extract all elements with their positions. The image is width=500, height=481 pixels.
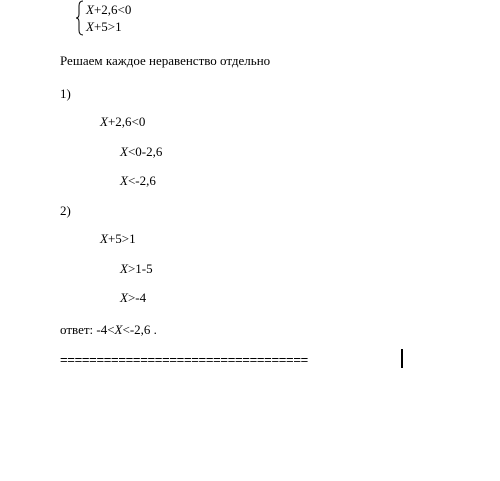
variable-x: X	[120, 144, 128, 159]
part1-step-2: X<0-2,6	[120, 144, 163, 159]
text-cursor	[401, 349, 403, 368]
variable-x: X	[100, 114, 108, 129]
variable-x: X	[100, 231, 108, 246]
system-equation-2: X+5>1	[86, 19, 122, 34]
variable-x: X	[114, 322, 123, 337]
part1-step-3: X<-2,6	[120, 173, 156, 188]
part2-label: 2)	[60, 203, 71, 218]
system-equation-1: X+2,6<0	[86, 2, 132, 17]
variable-x: X	[120, 173, 128, 188]
part2-step-2: X>1-5	[120, 261, 153, 276]
part2-step-3: X>-4	[120, 290, 147, 305]
part1-label: 1)	[60, 86, 71, 101]
variable-x: X	[120, 290, 128, 305]
part1-step-1: X+2,6<0	[100, 114, 146, 129]
variable-x: X	[86, 2, 94, 17]
variable-x: X	[120, 261, 128, 276]
system-brace	[75, 0, 85, 36]
answer-line: ответ: -4<X<-2,6 .	[60, 322, 157, 337]
part2-step-1: X+5>1	[100, 231, 136, 246]
variable-x: X	[86, 19, 94, 34]
separator-line: ==================================	[60, 352, 308, 367]
intro-text: Решаем каждое неравенство отдельно	[60, 53, 271, 68]
